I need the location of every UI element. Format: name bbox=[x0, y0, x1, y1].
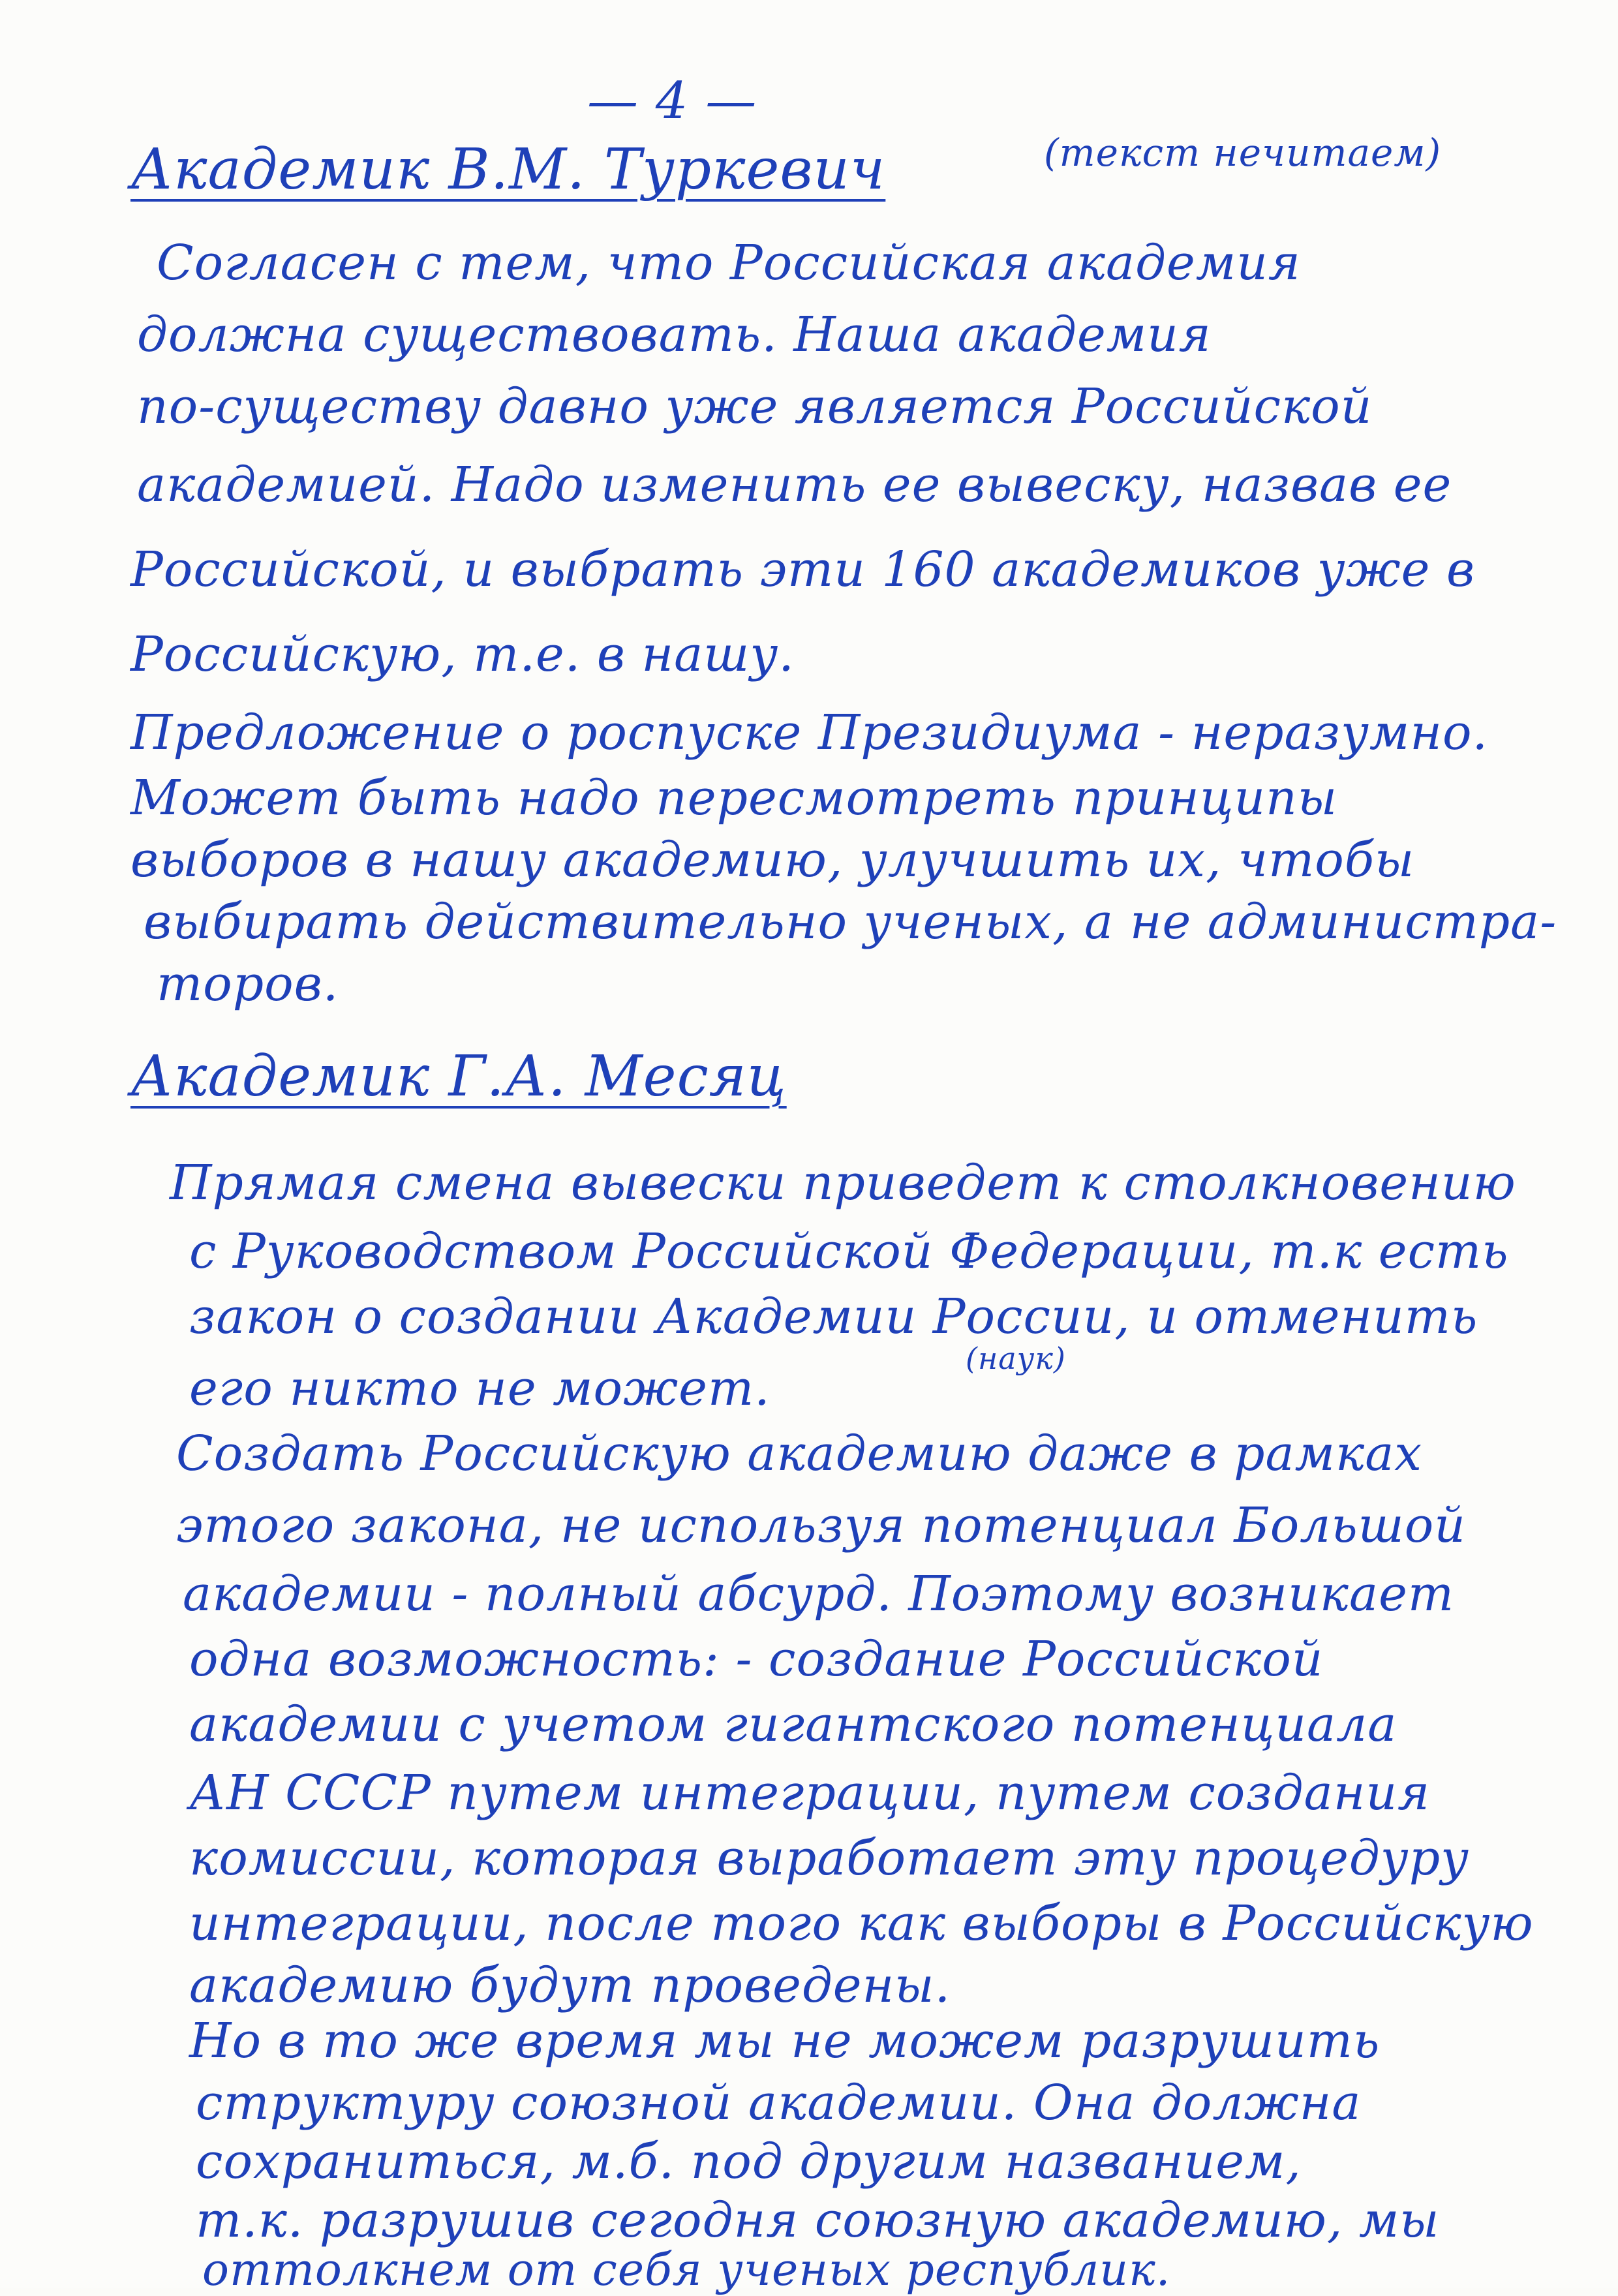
insert-note: (наук) bbox=[966, 1341, 1066, 1376]
speaker-heading-mesyats: Академик Г.А. Месяц bbox=[130, 1044, 787, 1109]
text-line: должна существовать. Наша академия bbox=[137, 307, 1212, 363]
text-line: выборов в нашу академию, улучшить их, чтобы bbox=[130, 832, 1415, 888]
text-line: Может быть надо пересмотреть принципы bbox=[130, 770, 1338, 826]
text-line: структуру союзной академии. Она должна bbox=[196, 2075, 1362, 2131]
text-line: Но в то же время мы не можем разрушить bbox=[189, 2013, 1381, 2069]
text-line: академии с учетом гигантского потенциала bbox=[189, 1696, 1397, 1753]
text-line: одна возможность: - создание Российской bbox=[189, 1631, 1324, 1687]
text-line: закон о создании Академии России, и отменить bbox=[189, 1289, 1478, 1345]
text-line: Прямая смена вывески приведет к столкновению bbox=[170, 1155, 1516, 1211]
text-line: торов. bbox=[157, 956, 339, 1012]
text-line: академии - полный абсурд. Поэтому возникает bbox=[183, 1566, 1455, 1622]
text-line: т.к. разрушив сегодня союзную академию, мы bbox=[196, 2192, 1440, 2248]
speaker-heading-turkevich: Академик В.М. Туркевич bbox=[130, 137, 886, 202]
text-line: выбирать действительно ученых, а не администра- bbox=[144, 894, 1557, 950]
text-line: по-существу давно уже является Российской bbox=[137, 378, 1373, 435]
text-line: Создать Российскую академию даже в рамках bbox=[176, 1426, 1423, 1482]
text-line: комиссии, которая выработает эту процедуру bbox=[189, 1830, 1469, 1886]
text-line: АН СССР путем интеграции, путем создания bbox=[189, 1765, 1431, 1821]
text-line: с Руководством Российской Федерации, т.к есть bbox=[189, 1223, 1509, 1279]
text-line: этого закона, не используя потенциал Большой bbox=[176, 1497, 1466, 1554]
text-line: академией. Надо изменить ее вывеску, назвав ее bbox=[137, 457, 1452, 513]
text-line: сохраниться, м.б. под другим названием, bbox=[196, 2134, 1302, 2190]
text-line: Согласен с тем, что Российская академия bbox=[157, 235, 1301, 291]
illegible-note: (текст нечитаем) bbox=[1044, 130, 1442, 175]
text-line: Российскую, т.е. в нашу. bbox=[130, 626, 795, 682]
page-number: — 4 — bbox=[587, 72, 757, 130]
text-line: интеграции, после того как выборы в Российскую bbox=[189, 1895, 1534, 1952]
text-line: Предложение о роспуске Президиума - неразумно. bbox=[130, 705, 1489, 761]
text-line: Российской, и выбрать эти 160 академиков уже в bbox=[130, 542, 1476, 598]
text-line: его никто не может. bbox=[189, 1360, 771, 1416]
text-line: академию будут проведены. bbox=[189, 1957, 951, 2013]
text-line: оттолкнем от себя ученых республик. bbox=[202, 2244, 1171, 2296]
